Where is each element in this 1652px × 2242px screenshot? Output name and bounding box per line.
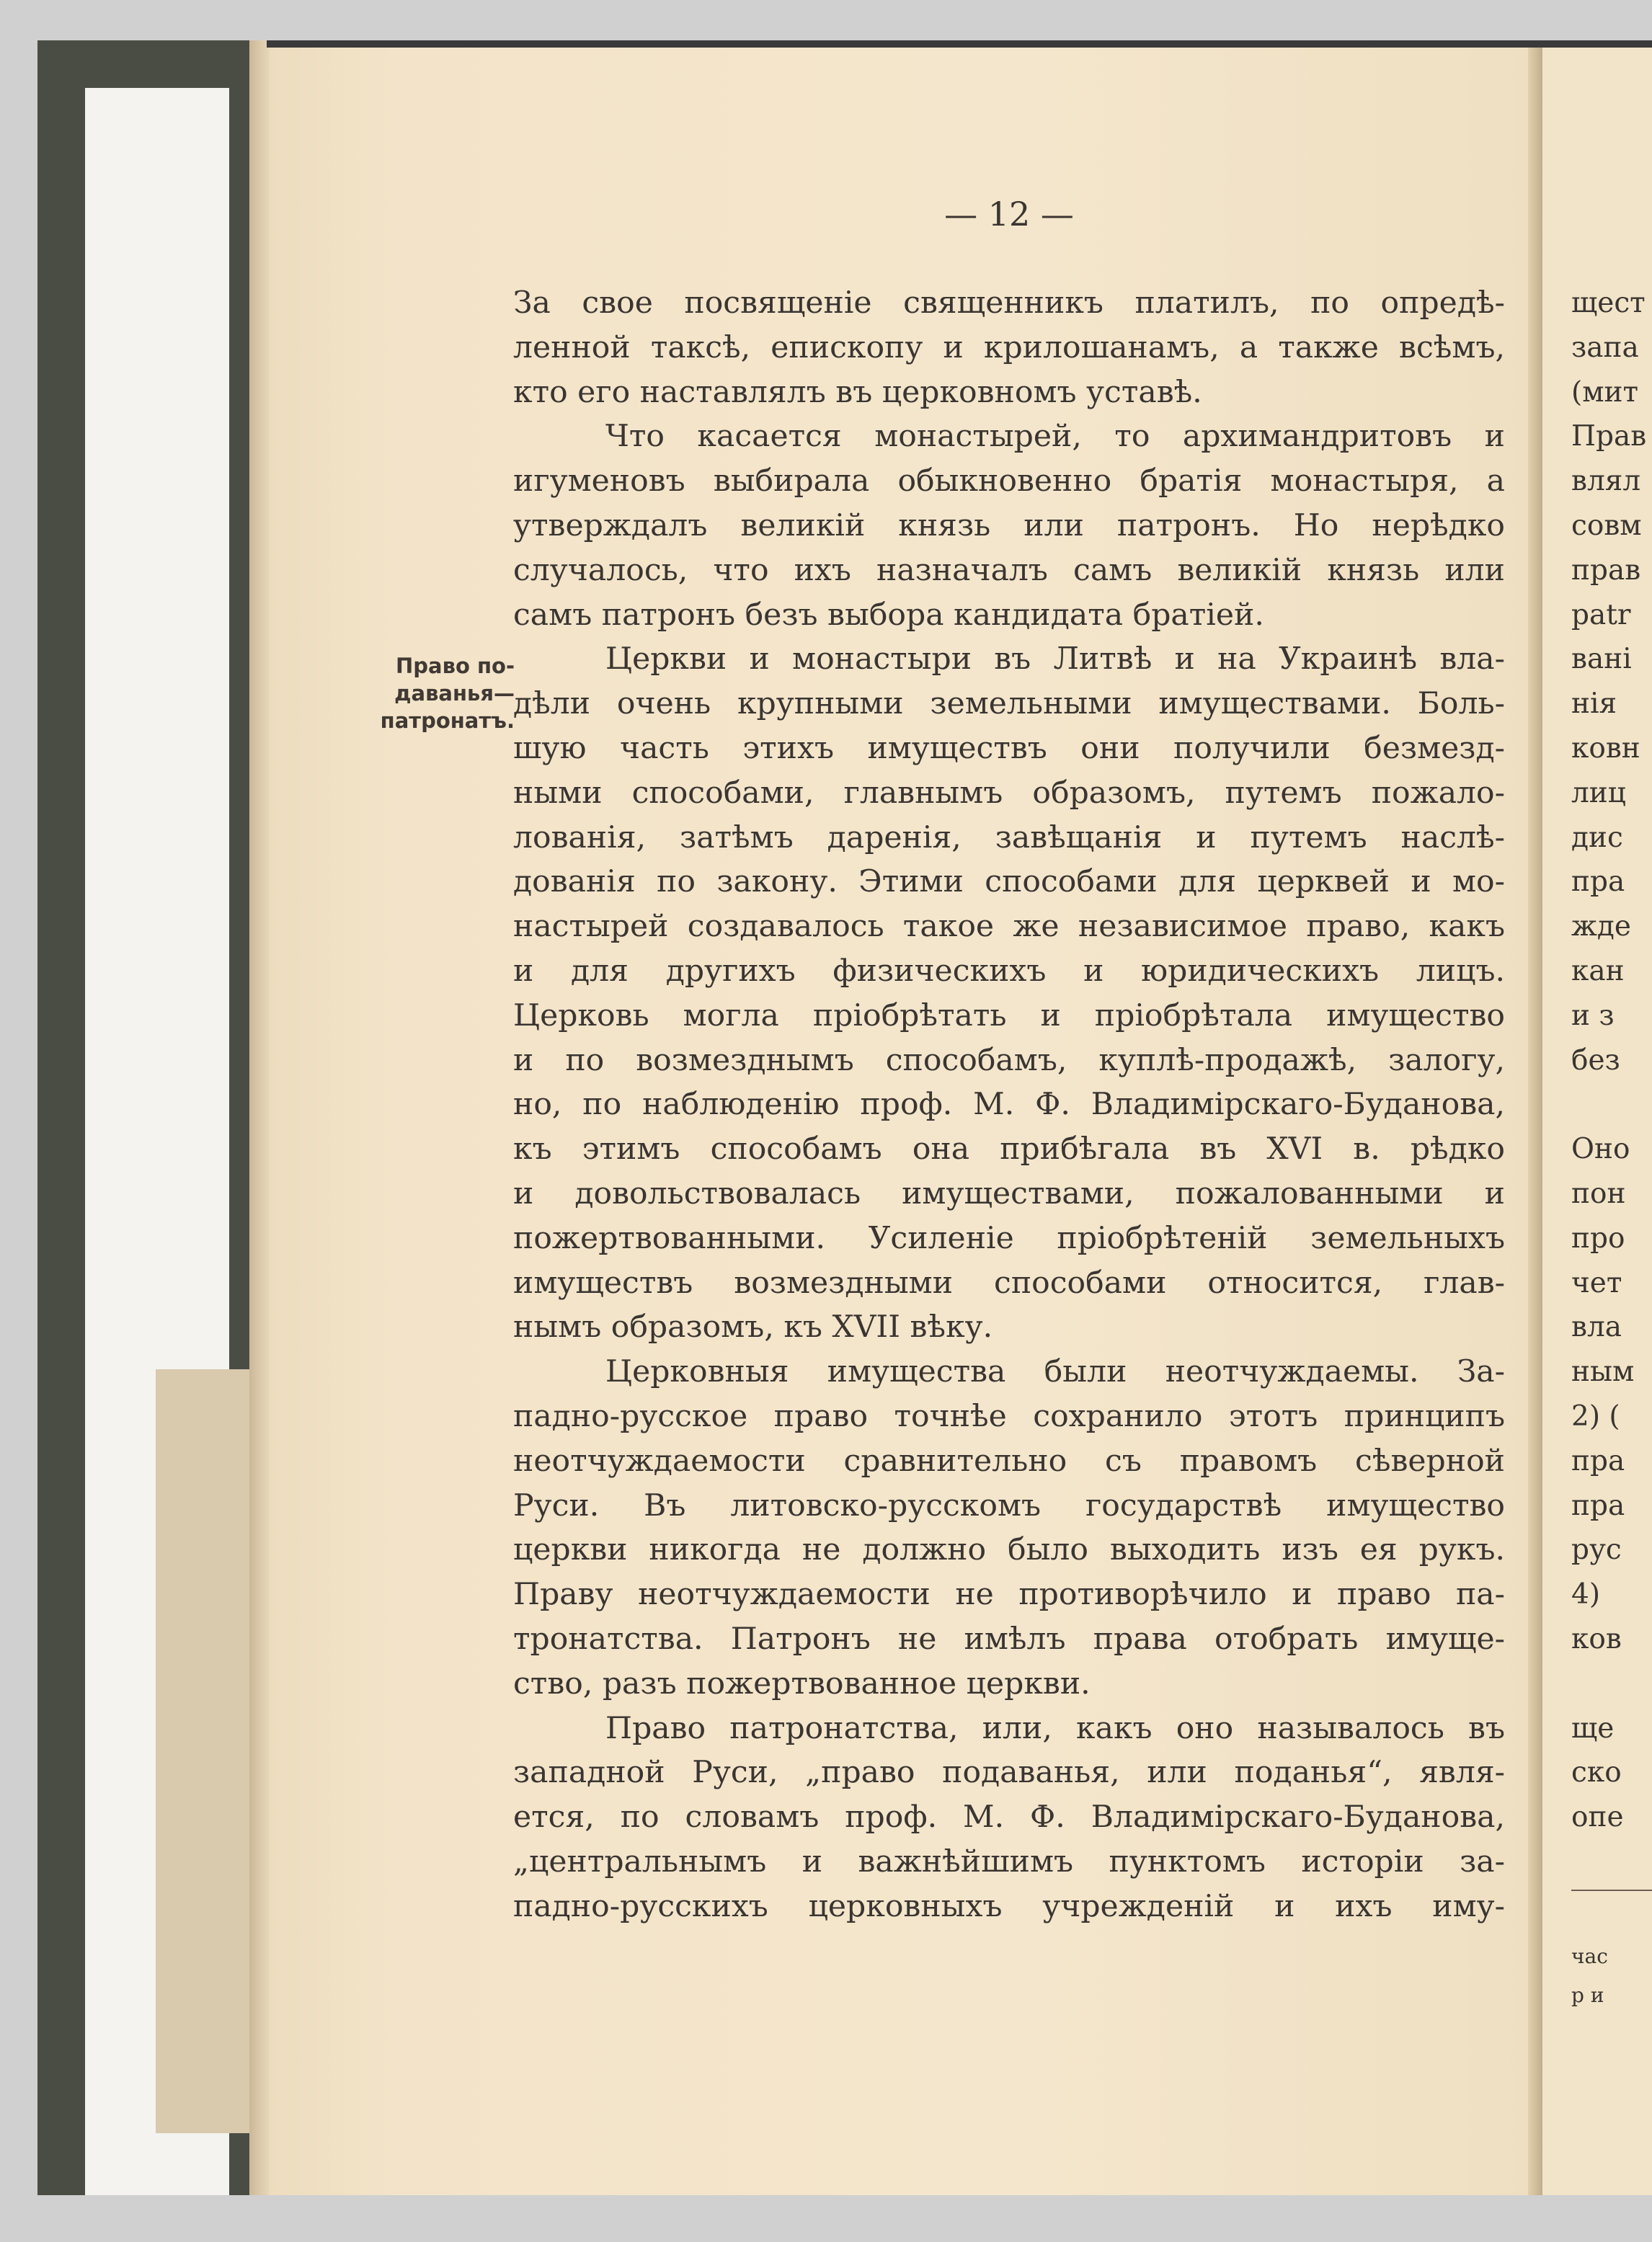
margin-note-line: Право по- bbox=[396, 654, 515, 678]
text-line: пожертвованными. Усиленіе пріобрѣтеній земельныхъ bbox=[513, 1220, 1505, 1256]
text-line: неотчуждаемости сравнительно съ правомъ сѣверной bbox=[513, 1443, 1505, 1479]
next-page-line: ковн bbox=[1571, 731, 1640, 765]
next-page-line: пон bbox=[1571, 1177, 1626, 1210]
text-line: Право патронатства, или, какъ оно называлось въ bbox=[605, 1710, 1505, 1746]
text-line: и по возмезднымъ способамъ, куплѣ-продажѣ, залогу, bbox=[513, 1042, 1505, 1078]
next-page-line: 2) ( bbox=[1571, 1400, 1620, 1433]
next-page-line: без bbox=[1571, 1044, 1620, 1077]
footnote-rule bbox=[1571, 1890, 1652, 1891]
next-page-line: ще bbox=[1571, 1712, 1615, 1745]
text-line: къ этимъ способамъ она прибѣгала въ XVI в. рѣдко bbox=[513, 1131, 1505, 1167]
next-page-line: 4) bbox=[1571, 1578, 1601, 1611]
next-page-line: пра bbox=[1571, 866, 1625, 899]
text-line: но, по наблюденію проф. М. Ф. Владимірскаго-Буданова, bbox=[513, 1087, 1505, 1123]
next-page-line: пра bbox=[1571, 1489, 1625, 1522]
text-line: Церковныя имущества были неотчуждаемы. За- bbox=[605, 1354, 1505, 1390]
next-page-line: прав bbox=[1571, 553, 1641, 587]
margin-note bbox=[363, 652, 515, 734]
text-line: утверждалъ великій князь или патронъ. Но нерѣдко bbox=[513, 507, 1505, 543]
text-line: дѣли очень крупными земельными имуществами. Боль- bbox=[513, 686, 1505, 722]
text-line: церкви никогда не должно было выходить изъ ея рукъ. bbox=[513, 1532, 1505, 1568]
next-page-line: и з bbox=[1571, 999, 1615, 1032]
text-line: „центральнымъ и важнѣйшимъ пунктомъ исторіи за- bbox=[513, 1843, 1505, 1880]
next-page-line: влял bbox=[1571, 465, 1641, 498]
text-line: За свое посвященіе священникъ платилъ, по опредѣ- bbox=[513, 285, 1505, 321]
text-line: самъ патронъ безъ выбора кандидата братіей. bbox=[513, 597, 1264, 633]
next-page-line: ков bbox=[1571, 1622, 1622, 1655]
next-page-line: Прав bbox=[1571, 420, 1647, 453]
next-page-footnote bbox=[1571, 1937, 1608, 2015]
next-page-line: пра bbox=[1571, 1444, 1625, 1477]
text-line: падно-русскихъ церковныхъ учрежденій и ихъ иму- bbox=[513, 1888, 1505, 1924]
text-line: ленной таксѣ, епископу и крилошанамъ, а также всѣмъ, bbox=[513, 329, 1505, 365]
footnote-line: р и bbox=[1571, 1983, 1604, 2007]
next-page-line: запа bbox=[1571, 331, 1639, 364]
text-line: ется, по словамъ проф. М. Ф. Владимірскаго-Буданова, bbox=[513, 1800, 1505, 1836]
text-line: лованія, затѣмъ даренія, завѣщанія и путемъ наслѣ- bbox=[513, 819, 1505, 855]
next-page-line: вла bbox=[1571, 1311, 1622, 1344]
next-page-text bbox=[1571, 281, 1652, 1840]
top-edge bbox=[267, 40, 1652, 48]
next-page-line: ным bbox=[1571, 1356, 1635, 1389]
text-line: игуменовъ выбирала обыкновенно братія монастыря, а bbox=[513, 463, 1505, 499]
text-line: дованія по закону. Этими способами для церквей и мо- bbox=[513, 864, 1505, 900]
next-page-line: щест bbox=[1571, 287, 1646, 319]
text-line: Церкви и монастыри въ Литвѣ и на Украинѣ вла- bbox=[605, 641, 1505, 677]
text-line: и для другихъ физическихъ и юридическихъ лицъ. bbox=[513, 953, 1505, 989]
text-line: Церковь могла пріобрѣтать и пріобрѣтала имущество bbox=[513, 997, 1505, 1033]
next-page-line bbox=[1571, 1662, 1652, 1707]
next-page-line: (мит bbox=[1571, 375, 1639, 409]
text-line: и довольствовалась имуществами, пожалованными и bbox=[513, 1175, 1505, 1211]
next-page-line: вані bbox=[1571, 643, 1632, 676]
text-line: ными способами, главнымъ образомъ, путемъ пожало- bbox=[513, 775, 1505, 811]
next-page-line bbox=[1571, 1082, 1652, 1127]
text-line: западной Руси, „право подаванья, или поданья“, явля- bbox=[513, 1755, 1505, 1791]
text-line: ство, разъ пожертвованное церкви. bbox=[513, 1665, 1091, 1701]
margin-note-line: патронатъ. bbox=[380, 708, 515, 733]
tan-sheet bbox=[156, 1369, 257, 2133]
next-page-line: опе bbox=[1571, 1801, 1624, 1834]
text-line: падно-русское право точнѣе сохранило этотъ принципъ bbox=[513, 1398, 1505, 1434]
text-line: Руси. Въ литовско-русскомъ государствѣ имущество bbox=[513, 1487, 1505, 1523]
next-page-line: совм bbox=[1571, 509, 1642, 542]
text-line: настырей создавалось такое же независимое право, какъ bbox=[513, 909, 1505, 945]
next-page-line: лиц bbox=[1571, 776, 1626, 809]
footnote-line: час bbox=[1571, 1944, 1608, 1968]
text-line: Праву неотчуждаемости не противорѣчило и право па- bbox=[513, 1577, 1505, 1613]
next-page-line: Оно bbox=[1571, 1133, 1630, 1166]
text-line: нымъ образомъ, къ XVII вѣку. bbox=[513, 1309, 993, 1345]
next-page-line: чет bbox=[1571, 1266, 1622, 1299]
text-line: имуществъ возмездными способами относится, глав- bbox=[513, 1265, 1505, 1301]
next-page-line: дис bbox=[1571, 821, 1623, 854]
text-line: Что касается монастырей, то архимандритовъ и bbox=[605, 419, 1505, 455]
margin-note-line: даванья— bbox=[394, 681, 515, 706]
next-page-line: кан bbox=[1571, 954, 1625, 987]
next-page-line: patr bbox=[1571, 598, 1631, 631]
text-line: шую часть этихъ имуществъ они получили безмезд- bbox=[513, 730, 1505, 766]
page-gutter bbox=[249, 40, 270, 2195]
next-page-line: ско bbox=[1571, 1756, 1622, 1789]
text-line: кто его наставлялъ въ церковномъ уставѣ. bbox=[513, 374, 1202, 410]
body-text bbox=[513, 281, 1505, 1929]
page-number: — 12 — bbox=[944, 195, 1074, 233]
next-page-line: про bbox=[1571, 1222, 1625, 1255]
next-page-line: рус bbox=[1571, 1534, 1622, 1567]
text-line: тронатства. Патронъ не имѣлъ права отобрать имуще- bbox=[513, 1621, 1505, 1657]
next-page-line: жде bbox=[1571, 910, 1631, 943]
next-page-line: нія bbox=[1571, 688, 1617, 721]
text-line: случалось, что ихъ назначалъ самъ великій князь или bbox=[513, 552, 1505, 588]
